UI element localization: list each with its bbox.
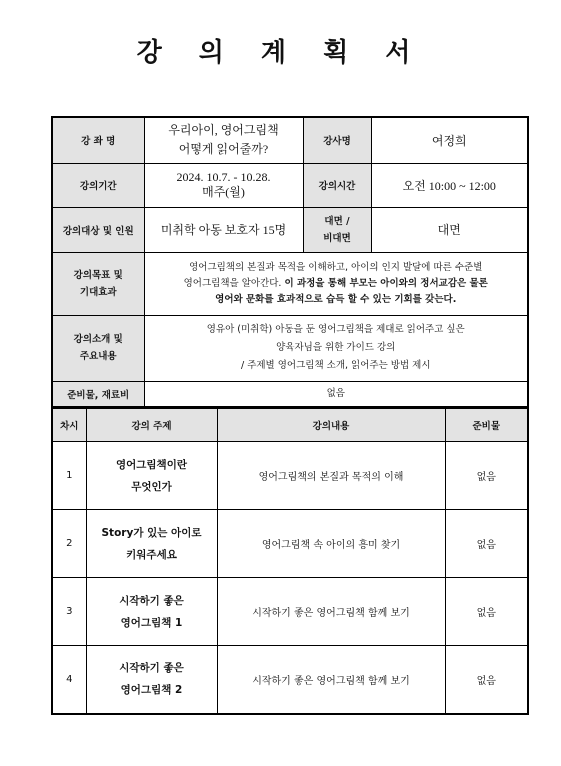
goal-line2-bold: 이 과정을 통해 부모는 아이와의 정서교감은 물론 xyxy=(284,277,488,289)
instructor-label: 강사명 xyxy=(303,117,371,163)
period-line2: 매주(월) xyxy=(202,185,245,199)
topic-line2: 영어그림책 2 xyxy=(120,684,183,697)
session-content: 시작하기 좋은 영어그림책 함께 보기 xyxy=(217,578,445,646)
time-label: 강의시간 xyxy=(303,163,371,207)
intro-label xyxy=(52,315,144,381)
header-session: 차시 xyxy=(52,409,86,442)
table-row xyxy=(52,510,528,578)
mode-label xyxy=(303,207,371,252)
session-number: 2 xyxy=(52,510,86,578)
session-number: 3 xyxy=(52,578,86,646)
schedule-header-row xyxy=(52,409,528,442)
topic-line1: 시작하기 좋은 xyxy=(119,662,184,675)
intro-row xyxy=(52,315,528,381)
table-row xyxy=(52,578,528,646)
document-title: 강 의 계 획 서 xyxy=(136,38,425,68)
mode-value: 대면 xyxy=(371,207,528,252)
goal-line3: 영어와 문화를 효과적으로 습득 할 수 있는 기회를 갖는다. xyxy=(215,293,457,305)
header-topic: 강의 주제 xyxy=(86,409,217,442)
course-label: 강 좌 명 xyxy=(52,117,144,163)
goal-line2 xyxy=(148,276,525,292)
header-content: 강의내용 xyxy=(217,409,445,442)
target-value: 미취학 아동 보호자 15명 xyxy=(144,207,303,252)
intro-text xyxy=(144,315,528,381)
goal-label xyxy=(52,252,144,315)
goal-line2-normal: 영어그림책을 알아간다. xyxy=(183,277,285,289)
course-name-line2: 어떻게 읽어줄까? xyxy=(178,142,269,157)
topic-line2: 키워주세요 xyxy=(126,548,177,561)
goal-text xyxy=(144,252,528,315)
intro-line3: / 주제별 영어그림책 소개, 읽어주는 방법 제시 xyxy=(240,360,431,371)
session-number: 4 xyxy=(52,646,86,714)
session-topic xyxy=(86,442,217,510)
materials-row xyxy=(52,381,528,407)
mode-label-line1: 대면 / xyxy=(324,215,350,227)
topic-line1: 시작하기 좋은 xyxy=(119,594,184,607)
session-prep: 없음 xyxy=(445,578,528,646)
intro-line1: 영유아 (미취학) 아동을 둔 영어그림책을 제대로 읽어주고 싶은 xyxy=(206,324,465,335)
header-prep: 준비물 xyxy=(445,409,528,442)
materials-value: 없음 xyxy=(144,381,528,407)
topic-line1: 영어그림책이란 xyxy=(115,458,187,471)
period-row xyxy=(52,163,528,207)
course-info-table xyxy=(51,116,529,408)
goal-label-line1: 강의목표 및 xyxy=(73,269,123,281)
plan-table-wrapper xyxy=(51,116,527,715)
intro-label-line2: 주요내용 xyxy=(79,351,117,362)
table-row xyxy=(52,442,528,510)
course-name xyxy=(144,117,303,163)
session-prep: 없음 xyxy=(445,442,528,510)
goal-row xyxy=(52,252,528,315)
period-value xyxy=(144,163,303,207)
time-value: 오전 10:00 ~ 12:00 xyxy=(371,163,528,207)
topic-line1: Story가 있는 아이로 xyxy=(101,526,202,539)
topic-line2: 영어그림책 1 xyxy=(120,616,183,629)
course-name-line1: 우리아이, 영어그림책 xyxy=(168,123,279,138)
period-line1: 2024. 10.7. - 10.28. xyxy=(176,170,271,184)
session-content: 영어그림책의 본질과 목적의 이해 xyxy=(217,442,445,510)
target-label: 강의대상 및 인원 xyxy=(52,207,144,252)
target-row xyxy=(52,207,528,252)
intro-line2: 양육자님을 위한 가이드 강의 xyxy=(276,342,396,353)
course-row xyxy=(52,117,528,163)
materials-label: 준비물, 재료비 xyxy=(52,381,144,407)
mode-label-line2: 비대면 xyxy=(323,232,351,244)
session-prep: 없음 xyxy=(445,646,528,714)
goal-label-line2: 기대효과 xyxy=(79,286,117,298)
session-topic xyxy=(86,510,217,578)
intro-label-line1: 강의소개 및 xyxy=(73,334,123,345)
period-label: 강의기간 xyxy=(52,163,144,207)
table-row xyxy=(52,646,528,714)
session-topic xyxy=(86,578,217,646)
session-content: 영어그림책 속 아이의 흥미 찾기 xyxy=(217,510,445,578)
session-number: 1 xyxy=(52,442,86,510)
goal-line1: 영어그림책의 본질과 목적을 이해하고, 아이의 인지 발달에 따른 수준별 xyxy=(189,261,483,273)
instructor-name: 여정희 xyxy=(371,117,528,163)
session-prep: 없음 xyxy=(445,510,528,578)
schedule-table xyxy=(51,408,529,715)
session-topic xyxy=(86,646,217,714)
topic-line2: 무엇인가 xyxy=(131,480,172,493)
session-content: 시작하기 좋은 영어그림책 함께 보기 xyxy=(217,646,445,714)
